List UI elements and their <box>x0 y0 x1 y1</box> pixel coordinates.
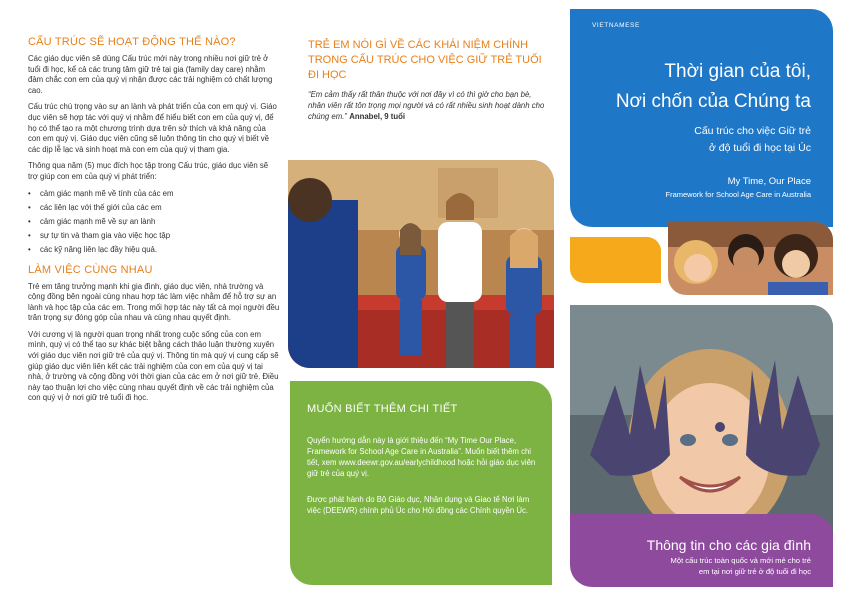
more-info-box <box>290 381 552 585</box>
language-label: VIETNAMESE <box>592 22 640 29</box>
child-illustration <box>570 305 833 538</box>
list-item: • các kỹ năng liên lạc đầy hiệu quả. <box>28 245 280 256</box>
child-painted-hands-photo <box>570 305 833 538</box>
child-quote <box>308 89 548 122</box>
list-item: • cảm giác mạnh mẽ về sự an lành <box>28 217 280 228</box>
family-info-title: Thông tin cho các gia đình <box>646 537 811 553</box>
family-info-banner <box>570 514 833 587</box>
family-info-subtitle-line1: Một cấu trúc toàn quốc và mới mẻ cho trẻ <box>670 556 811 565</box>
quote-author: Annabel, 9 tuổi <box>349 112 406 121</box>
section-heading-working-together: LÀM VIỆC CÙNG NHAU <box>28 263 153 276</box>
published-by-paragraph: Được phát hành do Bộ Giáo dục, Nhân dụng và Giao tế Nơi làm việc (DEEWR) chính phủ Úc cho Hội đồng các Chính quyền Úc. <box>307 495 530 515</box>
paragraph: Các giáo dục viên sẽ dùng Cấu trúc mới này trong nhiều nơi giữ trẻ ở tuổi đi học, kể cả các trung tâm giữ trẻ tại gia (family day care) nhằm đảm chắc con em của quý vị nhận được các trải nghiệm có chất lượng cao. <box>28 54 273 95</box>
list-item: • các liên lạc với thế giới của các em <box>28 203 280 214</box>
paragraph: Với cương vị là người quan trọng nhất trong cuộc sống của con em mình, quý vị có thể tạo sự khác biệt bằng cách thảo luận thường xuyên với giáo dục viên nơi giữ trẻ của quý vị. Thông tin mà quý vị cung cấp sẽ giúp giáo dục viên liên kết các trải nghiệm của con em của quý vị tại nhà, ở trường và cộng đồng với thời gian của các em ở nơi giữ trẻ. Điều này tạo thuận lợi cho việc cùng nhau quyết định về các trải nghiệm của con quý vị ở nơi giữ trẻ tuổi đi học. <box>28 329 279 403</box>
cover-title-line1: Thời gian của tôi, <box>664 61 811 82</box>
english-title: My Time, Our Place <box>727 176 811 187</box>
info-column <box>28 36 280 410</box>
list-item: • sự tự tin và tham gia vào việc học tập <box>28 231 280 242</box>
classroom-photo <box>288 160 554 368</box>
cover-title-panel <box>570 9 833 227</box>
paragraph: Trẻ em tăng trưởng mạnh khi gia đình, giáo dục viên, nhà trường và cộng đồng bên ngoài cùng nhau hợp tác làm việc nhằm để hỗ trợ sự an lành và học tập của các em. Trong mối hợp tác này tất cả mọi người đều trân trọng sự đóng góp của nhau và cùng nhau quyết định. <box>28 281 280 323</box>
section-heading-children-say: TRẺ EM NÓI GÌ VỀ CÁC KHÁI NIỆM CHÍNH TRONG CẤU TRÚC CHO VIỆC GIỮ TRẺ TUỔI ĐI HỌC <box>308 39 542 81</box>
quote-text: “Em cảm thấy rất thân thuộc với nơi đây vì có thì giờ cho bạn bè, nhân viên rất tôn trọng mọi người và có rất nhiều sinh hoạt dành cho chúng em.” <box>308 90 545 121</box>
classroom-illustration <box>288 160 554 368</box>
children-group-photo <box>668 222 833 295</box>
cover-subtitle-line1: Cấu trúc cho việc Giữ trẻ <box>694 125 811 137</box>
english-subtitle: Framework for School Age Care in Australia <box>665 190 811 199</box>
paragraph: Thông qua năm (5) mục đích học tập trong Cấu trúc, giáo dục viên sẽ trợ giúp con em của quý vị phát triển: <box>28 161 269 181</box>
orange-accent-block <box>570 237 661 283</box>
more-info-paragraph: Quyển hướng dẫn này là giới thiệu đến “My Time Our Place, Framework for School Age Care in Australia”. Muốn biết thêm chi tiết, xem www.deewr.gov.au/earlychildhood hoặc hỏi giáo dục viên giữ trẻ của quý vị. <box>307 436 536 478</box>
family-info-subtitle-line2: em tại nơi giữ trẻ ở độ tuổi đi học <box>698 567 811 576</box>
children-illustration <box>668 222 833 295</box>
cover-title-line2: Nơi chốn của Chúng ta <box>615 91 811 112</box>
paragraph: Cấu trúc chú trọng vào sự an lành và phát triển của con em quý vị. Giáo dục viên sẽ hợp tác với quý vị nhằm để hiểu biết con em của quý vị, để họ có thể tạo ra một chương trình dựa trên sở thích và khả năng của con em quý vị. Giáo dục viên cũng sẽ luôn thông tin cho quý vị biết về các dịp lễ lạc và sinh hoạt mà con em của quý vị tham gia. <box>28 102 277 154</box>
learning-outcomes-list <box>28 189 280 256</box>
list-item: • cảm giác mạnh mẽ về tính của các em <box>28 189 280 200</box>
quote-section <box>308 38 548 122</box>
cover-subtitle-line2: ở độ tuổi đi học tại Úc <box>708 142 811 154</box>
section-heading-how-it-works: CẤU TRÚC SẼ HOẠT ĐỘNG THẾ NÀO? <box>28 36 236 48</box>
more-info-heading: MUỐN BIẾT THÊM CHI TIẾT <box>307 403 458 415</box>
